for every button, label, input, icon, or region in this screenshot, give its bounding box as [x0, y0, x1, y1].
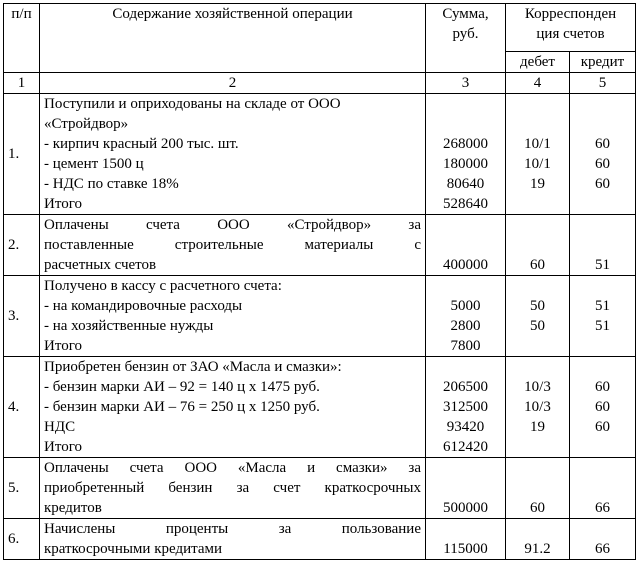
- operation-text: Итого: [40, 194, 426, 215]
- operation-text: [40, 458, 426, 519]
- operation-sum: 115000: [426, 519, 506, 560]
- operation-sum: [426, 114, 506, 134]
- column-number-row: [4, 73, 636, 94]
- operation-credit: 60: [570, 377, 636, 397]
- operation-debit: [506, 336, 570, 357]
- operation-sum: 312500: [426, 397, 506, 417]
- header-row: [4, 4, 636, 52]
- operation-text: Итого: [40, 336, 426, 357]
- table-row: [4, 377, 636, 397]
- operation-text-line: Начислены проценты за пользование: [44, 521, 421, 537]
- operation-sum: [426, 276, 506, 297]
- operation-debit: 10/3: [506, 397, 570, 417]
- operation-number: 1.: [4, 94, 40, 215]
- operation-credit: [570, 336, 636, 357]
- header-debit: дебет: [506, 52, 570, 73]
- operation-sum: 612420: [426, 437, 506, 458]
- operation-number: 6.: [4, 519, 40, 560]
- header-content: Содержание хозяйственной операции: [40, 4, 426, 73]
- operations-table: [3, 3, 636, 560]
- table-row: [4, 114, 636, 134]
- operation-sum: 93420: [426, 417, 506, 437]
- operation-text-line: расчетных счетов: [44, 257, 157, 273]
- table-row: [4, 397, 636, 417]
- colnum-1: 1: [4, 73, 40, 94]
- operation-sum: [426, 357, 506, 378]
- operation-text-line: поставленные строительные материалы с: [44, 237, 421, 253]
- table-row: [4, 519, 636, 560]
- operation-sum: 80640: [426, 174, 506, 194]
- operation-credit: 66: [570, 458, 636, 519]
- header-corr-line1: Корреспонден: [524, 6, 617, 22]
- table-row: [4, 437, 636, 458]
- operation-debit: [506, 94, 570, 115]
- operation-sum: 7800: [426, 336, 506, 357]
- ledger-wrapper: [3, 3, 636, 560]
- table-row: [4, 134, 636, 154]
- operation-credit: 60: [570, 417, 636, 437]
- operation-debit: [506, 194, 570, 215]
- operation-text: НДС: [40, 417, 426, 437]
- operation-debit: 60: [506, 458, 570, 519]
- operation-credit: [570, 357, 636, 378]
- operation-text-line: краткосрочными кредитами: [44, 541, 223, 557]
- operation-text: Итого: [40, 437, 426, 458]
- operation-text: - на хозяйственные нужды: [40, 316, 426, 336]
- operation-number: 3.: [4, 276, 40, 357]
- operation-credit: 66: [570, 519, 636, 560]
- header-num: п/п: [4, 4, 40, 73]
- table-row: [4, 194, 636, 215]
- header-sum-line2: руб.: [452, 26, 479, 42]
- operation-debit: [506, 357, 570, 378]
- operation-sum: 400000: [426, 215, 506, 276]
- operation-text-line: кредитов: [44, 500, 102, 516]
- operation-sum: 180000: [426, 154, 506, 174]
- operation-credit: 60: [570, 174, 636, 194]
- table-row: [4, 94, 636, 115]
- operation-text: - бензин марки АИ – 76 = 250 ц х 1250 руб.: [40, 397, 426, 417]
- table-row: [4, 316, 636, 336]
- operation-debit: 19: [506, 417, 570, 437]
- operation-credit: 60: [570, 134, 636, 154]
- operation-sum: 268000: [426, 134, 506, 154]
- operation-text: - кирпич красный 200 тыс. шт.: [40, 134, 426, 154]
- operation-text: «Стройдвор»: [40, 114, 426, 134]
- operation-debit: [506, 437, 570, 458]
- table-row: [4, 174, 636, 194]
- table-row: [4, 336, 636, 357]
- header-corr-line2: ция счетов: [536, 26, 605, 42]
- table-row: [4, 215, 636, 276]
- operation-credit: [570, 94, 636, 115]
- header-sum-line1: Сумма,: [442, 6, 489, 22]
- operation-text: [40, 519, 426, 560]
- operation-text: - бензин марки АИ – 92 = 140 ц х 1475 руб.: [40, 377, 426, 397]
- operation-text-line: приобретенный бензин за счет краткосрочных: [44, 480, 421, 496]
- operation-credit: 60: [570, 397, 636, 417]
- operation-text: [40, 215, 426, 276]
- colnum-4: 4: [506, 73, 570, 94]
- colnum-2: 2: [40, 73, 426, 94]
- operation-text: - на командировочные расходы: [40, 296, 426, 316]
- operation-credit: 51: [570, 316, 636, 336]
- operation-sum: 500000: [426, 458, 506, 519]
- colnum-5: 5: [570, 73, 636, 94]
- table-row: [4, 458, 636, 519]
- operation-debit: 19: [506, 174, 570, 194]
- operation-sum: 528640: [426, 194, 506, 215]
- operation-text-line: Оплачены счета ООО «Масла и смазки» за: [44, 460, 421, 476]
- operation-debit: 50: [506, 316, 570, 336]
- operation-number: 4.: [4, 357, 40, 458]
- operation-credit: 51: [570, 296, 636, 316]
- header-credit: кредит: [570, 52, 636, 73]
- operation-credit: [570, 194, 636, 215]
- operation-text: Поступили и оприходованы на складе от ООО: [40, 94, 426, 115]
- table-row: [4, 417, 636, 437]
- operation-text: - НДС по ставке 18%: [40, 174, 426, 194]
- operation-debit: 91.2: [506, 519, 570, 560]
- operation-number: 2.: [4, 215, 40, 276]
- operation-debit: [506, 114, 570, 134]
- colnum-3: 3: [426, 73, 506, 94]
- operation-text: Получено в кассу с расчетного счета:: [40, 276, 426, 297]
- header-sum: [426, 4, 506, 73]
- operation-text-line: Оплачены счета ООО «Стройдвор» за: [44, 217, 421, 233]
- operation-sum: 5000: [426, 296, 506, 316]
- operation-credit: [570, 276, 636, 297]
- operation-text: Приобретен бензин от ЗАО «Масла и смазки»:: [40, 357, 426, 378]
- operation-credit: 60: [570, 154, 636, 174]
- operation-sum: 2800: [426, 316, 506, 336]
- operation-credit: [570, 437, 636, 458]
- table-row: [4, 276, 636, 297]
- operation-text: - цемент 1500 ц: [40, 154, 426, 174]
- operation-number: 5.: [4, 458, 40, 519]
- operation-credit: [570, 114, 636, 134]
- table-row: [4, 154, 636, 174]
- operation-debit: 10/3: [506, 377, 570, 397]
- operation-debit: 50: [506, 296, 570, 316]
- operation-debit: 60: [506, 215, 570, 276]
- operation-credit: 51: [570, 215, 636, 276]
- operation-debit: [506, 276, 570, 297]
- table-row: [4, 296, 636, 316]
- operation-sum: 206500: [426, 377, 506, 397]
- header-correspondence: [506, 4, 636, 52]
- operation-debit: 10/1: [506, 134, 570, 154]
- table-row: [4, 357, 636, 378]
- operation-debit: 10/1: [506, 154, 570, 174]
- operation-sum: [426, 94, 506, 115]
